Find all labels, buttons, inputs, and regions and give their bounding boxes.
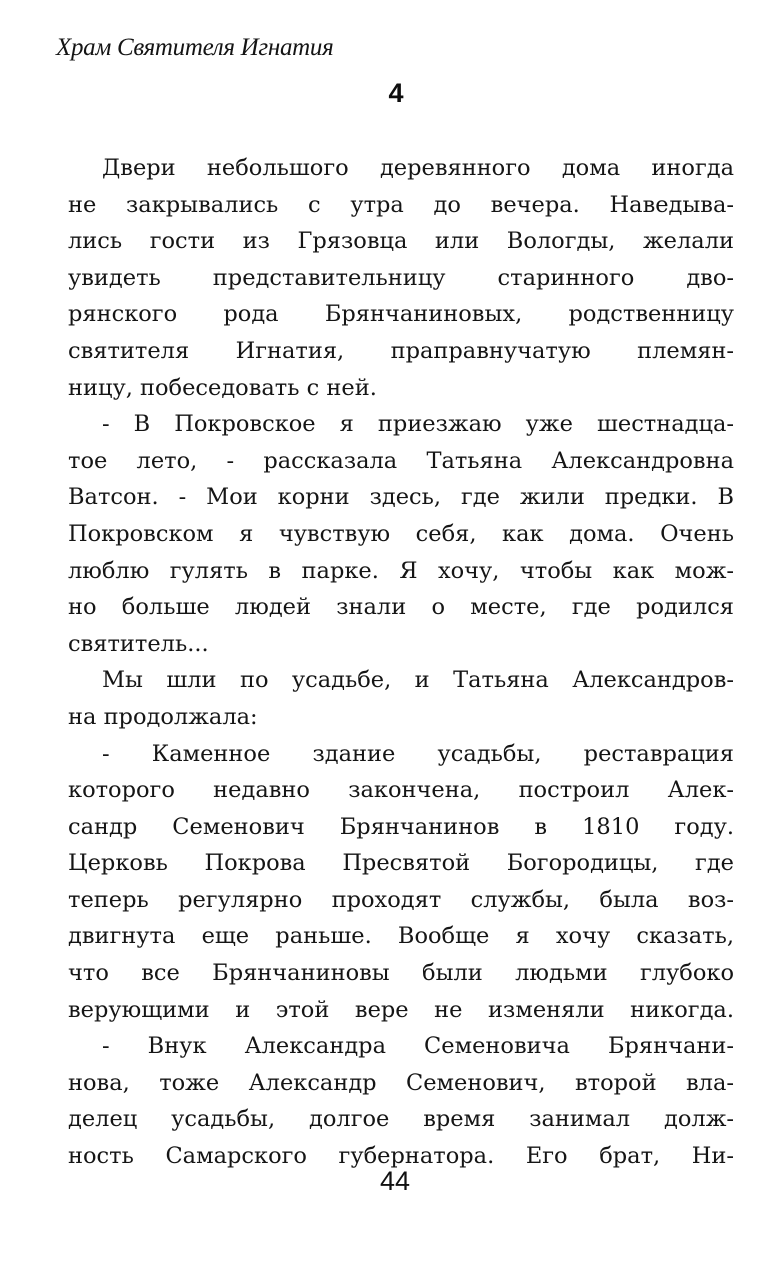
text-line: святитель... — [68, 630, 209, 657]
text-line: лись гости из Грязовца или Вологды, желали — [68, 228, 734, 255]
text-line: на продолжала: — [68, 703, 258, 730]
text-line: - Каменное здание усадьбы, реставрация — [102, 740, 734, 767]
text-line: Двери небольшого деревянного дома иногда — [102, 155, 734, 181]
text-line: нова, тоже Александр Семенович, второй вла- — [68, 1069, 734, 1096]
text-line: верующими и этой вере не изменяли никогда. — [68, 996, 734, 1023]
paragraph-1 — [68, 150, 734, 406]
text-line: но больше людей знали о месте, где родился — [68, 594, 734, 621]
text-line: Ватсон. - Мои корни здесь, где жили предки. В — [68, 484, 734, 511]
text-line: сандр Семенович Брянчанинов в 1810 году. — [68, 813, 734, 840]
text-line: люблю гулять в парке. Я хочу, чтобы как мож- — [68, 557, 734, 584]
paragraph-5 — [68, 1028, 734, 1174]
text-line: делец усадьбы, долгое время занимал долж- — [68, 1106, 734, 1133]
text-line: - Внук Александра Семеновича Брянчани- — [102, 1033, 734, 1060]
text-line: - В Покровское я приезжаю уже шестнадца- — [102, 411, 734, 438]
text-line: Церковь Покрова Пресвятой Богородицы, где — [68, 850, 734, 877]
text-line: тое лето, - рассказала Татьяна Александровна — [68, 447, 734, 474]
text-line: что все Брянчаниновы были людьми глубоко — [68, 960, 734, 987]
text-line: ность Самарского губернатора. Его брат, Ни- — [68, 1143, 734, 1170]
text-line: теперь регулярно проходят службы, была воз- — [68, 886, 734, 913]
body-text — [68, 150, 734, 1175]
page-number: 44 — [379, 1166, 411, 1196]
text-line: не закрывались с утра до вечера. Наведыва- — [68, 191, 734, 218]
running-head: Храм Святителя Игнатия — [56, 34, 334, 61]
text-line: ницу, побеседовать с ней. — [68, 374, 377, 401]
chapter-number: 4 — [388, 78, 404, 108]
paragraph-4 — [68, 736, 734, 1029]
text-line: Мы шли по усадьбе, и Татьяна Александров- — [102, 667, 734, 694]
text-line: Покровском я чувствую себя, как дома. Очень — [68, 520, 734, 547]
text-line: которого недавно закончена, построил Алек- — [68, 777, 734, 804]
text-line: двигнута еще раньше. Вообще я хочу сказать, — [68, 923, 734, 950]
paragraph-3 — [68, 662, 734, 735]
text-line: святителя Игнатия, праправнучатую племян- — [68, 337, 734, 364]
paragraph-2 — [68, 406, 734, 662]
text-line: рянского рода Брянчаниновых, родственницу — [68, 301, 734, 328]
text-line: увидеть представительницу старинного дво- — [68, 264, 734, 291]
